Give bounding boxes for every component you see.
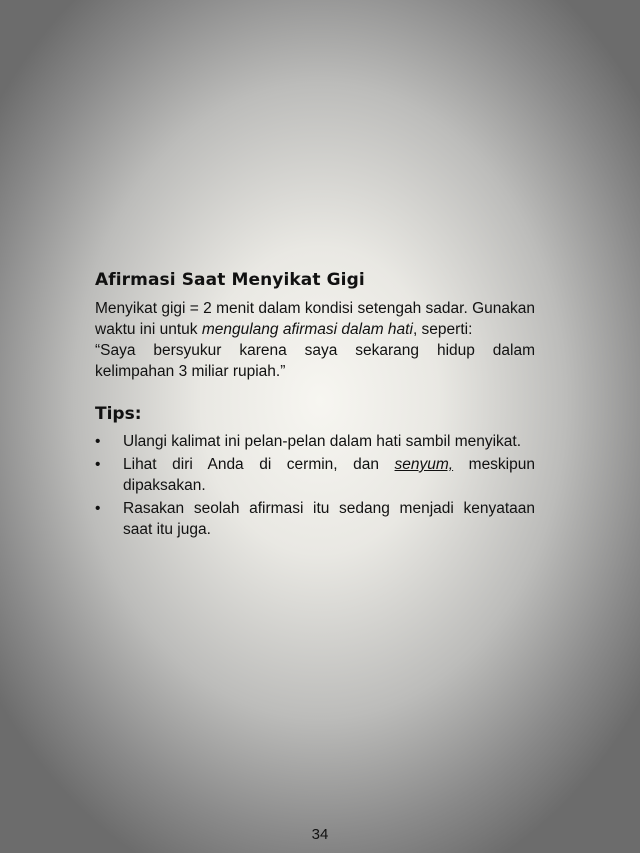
intro-italic-text: mengulang afirmasi dalam hati: [201, 321, 413, 338]
intro-text-end: , seperti:: [412, 321, 473, 338]
tips-list: [95, 431, 535, 540]
tip-text: Lihat diri Anda di cermin, dan: [123, 456, 395, 473]
tip-text: Ulangi kalimat ini pelan-pelan dalam hati sambil menyikat.: [123, 433, 522, 450]
tip-text: Rasakan seolah afirmasi itu sedang menjadi kenyataan saat itu juga.: [123, 500, 535, 538]
affirmation-quote: “Saya bersyukur karena saya sekarang hidup dalam kelimpahan 3 miliar rupiah.”: [95, 342, 535, 380]
page-content: [95, 268, 535, 542]
section-title: Afirmasi Saat Menyikat Gigi: [95, 270, 365, 290]
intro-text: Menyikat gigi = 2 menit dalam kondisi setengah sadar. Gunakan waktu ini untuk: [95, 300, 535, 338]
tip-emphasis: senyum,: [394, 456, 454, 473]
list-item: [95, 431, 535, 452]
bullet-icon: •: [95, 500, 101, 517]
bullet-icon: •: [95, 433, 101, 450]
list-item: [95, 454, 535, 496]
list-item: [95, 498, 535, 540]
tip-text-end: meskipun dipaksakan.: [123, 456, 535, 494]
page-number: 34: [311, 826, 329, 843]
bullet-icon: •: [95, 456, 101, 473]
intro-paragraph: [95, 298, 535, 340]
tips-title: Tips:: [95, 404, 142, 424]
